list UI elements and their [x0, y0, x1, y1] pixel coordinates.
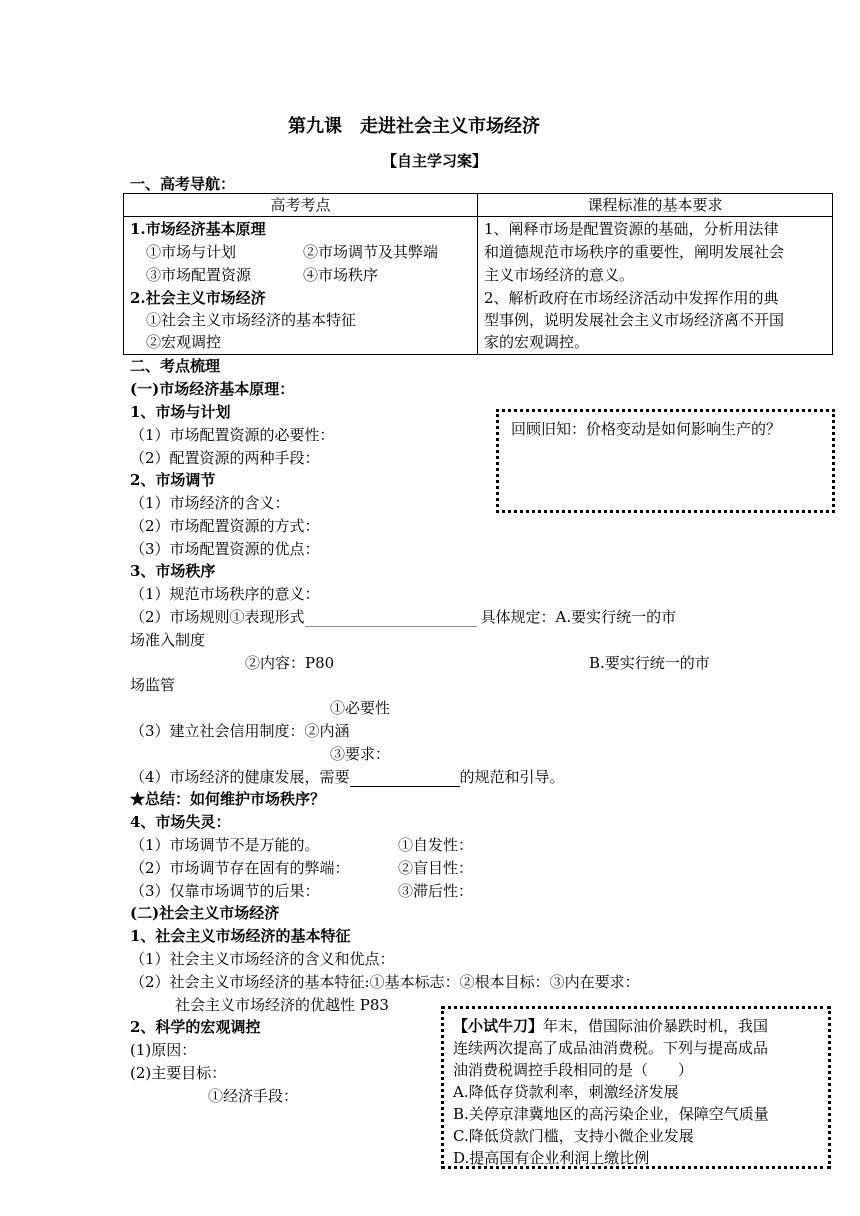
question-text: 具体规定：A.要实行统一的市 [480, 608, 677, 626]
quiz-option-d[interactable]: D.提高国有企业利润上缴比例 [453, 1149, 650, 1167]
question-line: （2）社会主义市场经济的基本特征:①基本标志：②根本目标：③内在要求： [130, 973, 640, 991]
topic-heading: 1、市场与计划 [130, 403, 231, 421]
question-line: ②内容：P80 [245, 654, 335, 672]
review-box [496, 409, 835, 513]
quiz-tag: 【小试牛刀】 [453, 1017, 544, 1035]
table-right-line: 1、阐释市场是配置资源的基础，分析用法律 [484, 220, 779, 238]
question-line: ③要求： [330, 745, 391, 763]
question-line: （1）规范市场秩序的意义： [130, 585, 320, 603]
question-line: (1)原因： [130, 1041, 197, 1059]
page-subtitle: 【自主学习案】 [382, 152, 488, 170]
question-line: （2）配置资源的两种手段： [130, 449, 320, 467]
question-line: （1）市场配置资源的必要性： [130, 426, 335, 444]
question-line: ①经济手段： [208, 1087, 299, 1105]
quiz-stem-line [453, 1016, 768, 1036]
table-left-item: ②宏观调控 [146, 333, 222, 351]
quiz-stem-line: 油消费税调控手段相同的是（ ） [453, 1061, 694, 1079]
question-line: ①必要性 [330, 699, 391, 717]
part-heading-1: (一)市场经济基本原理： [130, 380, 295, 398]
page-title: 第九课 走进社会主义市场经济 [288, 116, 540, 137]
question-line: （1）市场经济的含义： [130, 494, 290, 512]
summary-line: ★总结：如何维护市场秩序？ [130, 790, 326, 808]
section-heading-2: 二、考点梳理 [130, 357, 221, 375]
quiz-text: 年末，借国际油价暴跌时机，我国 [543, 1017, 769, 1035]
table-divider [477, 194, 478, 354]
review-prompt: 回顾旧知：价格变动是如何影响生产的？ [511, 420, 782, 438]
table-left-heading: 1.市场经济基本原理 [130, 220, 266, 238]
topic-heading: 1、社会主义市场经济的基本特征 [130, 927, 351, 945]
question-line: （3）市场配置资源的优点： [130, 540, 320, 558]
topic-heading: 2、市场调节 [130, 471, 216, 489]
question-line: 社会主义市场经济的优越性 P83 [175, 996, 389, 1014]
question-line: (2)主要目标： [130, 1064, 227, 1082]
question-line: 场准入制度 [130, 631, 206, 649]
table-right-line: 2、解析政府在市场经济活动中发挥作用的典 [484, 289, 779, 307]
table-header-left: 高考考点 [270, 196, 331, 214]
question-text: （4）市场经济的健康发展，需要 [130, 768, 350, 786]
section-heading-1: 一、高考导航： [130, 175, 236, 193]
table-left-item: ①市场与计划 [146, 243, 237, 261]
question-line: B.要实行统一的市 [589, 654, 710, 672]
table-left-item: ②市场调节及其弊端 [303, 243, 439, 261]
table-left-item: ③市场配置资源 [146, 266, 252, 284]
question-line [130, 607, 676, 627]
quiz-option-c[interactable]: C.降低贷款门槛，支持小微企业发展 [453, 1127, 694, 1145]
question-line: 场监管 [130, 676, 176, 694]
question-line: ③滞后性： [398, 882, 474, 900]
question-line: （3）建立社会信用制度：②内涵 [130, 722, 350, 740]
topic-heading: 3、市场秩序 [130, 562, 216, 580]
table-left-item: ①社会主义市场经济的基本特征 [146, 311, 357, 329]
question-text: 的规范和引导。 [459, 768, 565, 786]
quiz-option-b[interactable]: B.关停京津冀地区的高污染企业，保障空气质量 [453, 1105, 769, 1123]
question-line: （2）市场配置资源的方式： [130, 517, 320, 535]
question-line: ②盲目性： [398, 859, 474, 877]
question-line: （1）社会主义市场经济的含义和优点： [130, 950, 395, 968]
question-line: （1）市场调节不是万能的。 [130, 836, 320, 854]
question-line [130, 767, 565, 787]
table-right-line: 型事例，说明发展社会主义市场经济离不开国 [484, 311, 785, 329]
answer-blank[interactable] [350, 786, 460, 787]
table-left-heading: 2.社会主义市场经济 [130, 289, 266, 307]
table-divider [124, 216, 832, 217]
topic-heading: 2、科学的宏观调控 [130, 1018, 261, 1036]
quiz-stem-line: 连续两次提高了成品油消费税。下列与提高成品 [453, 1039, 769, 1057]
quiz-option-a[interactable]: A.降低存贷款利率，刺激经济发展 [453, 1083, 679, 1101]
answer-blank[interactable] [305, 626, 477, 627]
question-line: ①自发性： [398, 836, 474, 854]
question-line: （3）仅靠市场调节的后果： [130, 882, 320, 900]
table-right-line: 和道德规范市场秩序的重要性，阐明发展社会 [484, 243, 785, 261]
question-line: （2）市场调节存在固有的弊端： [130, 859, 350, 877]
quiz-box [441, 1006, 831, 1169]
table-right-line: 家的宏观调控。 [484, 333, 590, 351]
part-heading-2: (二)社会主义市场经济 [130, 904, 280, 922]
table-header-right: 课程标准的基本要求 [587, 196, 723, 214]
exam-guide-table [123, 193, 833, 355]
topic-heading: 4、市场失灵： [130, 813, 231, 831]
table-right-line: 主义市场经济的意义。 [484, 266, 635, 284]
question-text: （2）市场规则①表现形式 [130, 608, 305, 626]
table-left-item: ④市场秩序 [303, 266, 379, 284]
